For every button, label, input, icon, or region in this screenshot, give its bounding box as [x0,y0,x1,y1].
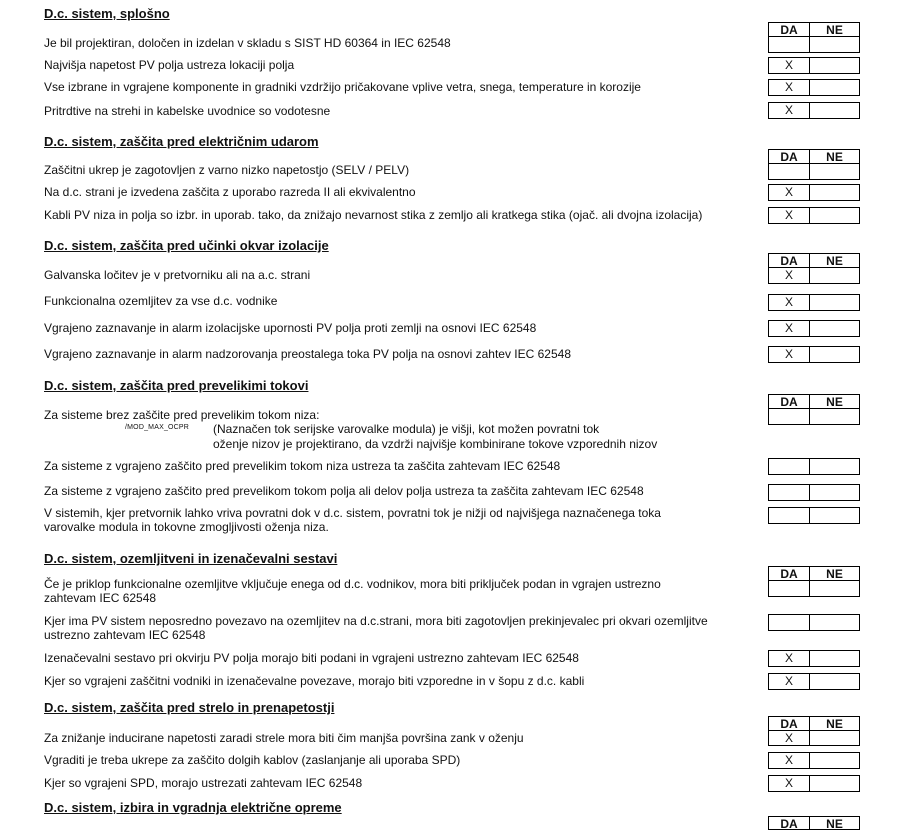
section-title-dc-equipment: D.c. sistem, izbira in vgradnja električne opreme [44,800,342,815]
checkbox-da[interactable]: X [768,752,810,769]
checkbox-ne[interactable] [809,57,860,74]
checklist-item-text: Pritrdtive na strehi in kabelske uvodnice so vodotesne [44,104,331,118]
checkbox-da[interactable]: X [768,184,810,201]
checkbox-da[interactable]: X [768,267,810,284]
checkbox-da[interactable]: X [768,673,810,690]
section-title-dc-insulation: D.c. sistem, zaščita pred učinki okvar izolacije [44,238,329,253]
checkbox-ne[interactable] [809,346,860,363]
checklist-item-text: Vgrajeno zaznavanje in alarm nadzorovanja preostalega toka PV polja na osnovi zahtev IEC 62548 [44,347,572,361]
checklist-item-text: Najvišja napetost PV polja ustreza lokaciji polja [44,58,295,72]
section-title-dc-shock: D.c. sistem, zaščita pred električnim udarom [44,134,319,149]
checkbox-da[interactable] [768,484,810,501]
checklist-item-text-cont: varovalke modula in tokovne zmogljivosti oženja niza. [44,520,329,534]
checklist-item-subtext: (Naznačen tok serijske varovalke modula) je višji, kot možen povratni tok [213,422,600,436]
column-header-ne: NE [809,566,860,581]
checklist-item-text: Vgraditi je treba ukrepe za zaščito dolgih kablov (zaslanjanje ali uporaba SPD) [44,753,461,767]
checkbox-da[interactable] [768,408,810,425]
checkbox-ne[interactable] [809,320,860,337]
checkbox-ne[interactable] [809,775,860,792]
section-title-dc-earthing: D.c. sistem, ozemljitveni in izenačevalni sestavi [44,551,338,566]
checklist-item-text: Za sisteme brez zaščite pred prevelikim tokom niza: [44,408,320,422]
checklist-item-text: Če je priklop funkcionalne ozemljitve vključuje enega od d.c. vodnikov, mora biti priključek podan in vgrajen ustrezno [44,577,661,591]
checklist-item-text: Vse izbrane in vgrajene komponente in gradniki vzdržijo pričakovane vplive vetra, snega, temperature in korozije [44,80,641,94]
checkbox-ne[interactable] [809,484,860,501]
checkbox-ne[interactable] [809,730,860,746]
column-header-da: DA [768,253,810,268]
checklist-item-text: Je bil projektiran, določen in izdelan v skladu s SIST HD 60364 in IEC 62548 [44,36,451,50]
formula-code: /MOD_MAX_OCPR [125,424,190,431]
checkbox-ne[interactable] [809,458,860,475]
checkbox-da[interactable] [768,614,810,631]
section-title-dc-overcurrent: D.c. sistem, zaščita pred prevelikimi tokovi [44,378,309,393]
column-header-da: DA [768,394,810,409]
checkbox-da[interactable]: X [768,102,810,119]
column-header-da: DA [768,149,810,164]
section-title-dc-general: D.c. sistem, splošno [44,6,170,21]
column-header-ne: NE [809,22,860,37]
column-header-ne: NE [809,394,860,409]
checkbox-da[interactable] [768,580,810,597]
checkbox-ne[interactable] [809,79,860,96]
column-header-ne: NE [809,816,860,830]
checkbox-da[interactable]: X [768,650,810,667]
checkbox-da[interactable] [768,507,810,524]
checkbox-ne[interactable] [809,614,860,631]
checkbox-da[interactable]: X [768,320,810,337]
checkbox-ne[interactable] [809,184,860,201]
checkbox-ne[interactable] [809,507,860,524]
checkbox-da[interactable]: X [768,79,810,96]
checkbox-ne[interactable] [809,163,860,180]
checkbox-ne[interactable] [809,102,860,119]
checkbox-ne[interactable] [809,650,860,667]
column-header-ne: NE [809,253,860,268]
checklist-item-text-cont: zahtevam IEC 62548 [44,591,157,605]
checkbox-ne[interactable] [809,207,860,224]
column-header-da: DA [768,566,810,581]
section-title-dc-lightning: D.c. sistem, zaščita pred strelo in prenapetostji [44,700,335,715]
column-header-ne: NE [809,149,860,164]
checkbox-da[interactable]: X [768,775,810,792]
checklist-item-text-cont: ustrezno zahtevam IEC 62548 [44,628,206,642]
checkbox-da[interactable] [768,163,810,180]
checkbox-da[interactable]: X [768,730,810,746]
checkbox-ne[interactable] [809,36,860,53]
checklist-item-text: V sistemih, kjer pretvornik lahko vriva povratni dok v d.c. sistem, povratni tok je nižji od najvišjega naznačenega toka [44,506,661,520]
checkbox-da[interactable] [768,458,810,475]
checklist-item-text: Galvanska ločitev je v pretvorniku ali na a.c. strani [44,268,311,282]
checkbox-ne[interactable] [809,294,860,311]
checkbox-da[interactable]: X [768,346,810,363]
checklist-item-text: Vgrajeno zaznavanje in alarm izolacijske upornosti PV polja proti zemlji na osnovi IEC 62548 [44,321,537,335]
checklist-item-text: Za sisteme z vgrajeno zaščito pred prevelikom tokom polja ali delov polja ustreza ta zaščita zahtevam IEC 62548 [44,484,644,498]
checkbox-da[interactable]: X [768,57,810,74]
checklist-item-text: Za sisteme z vgrajeno zaščito pred prevelikim tokom niza ustreza ta zaščita zahtevam IEC 62548 [44,459,561,473]
checkbox-ne[interactable] [809,673,860,690]
column-header-da: DA [768,22,810,37]
checkbox-da[interactable]: X [768,207,810,224]
checklist-item-text: Na d.c. strani je izvedena zaščita z uporabo razreda II ali ekvivalentno [44,185,416,199]
checklist-item-text: Izenačevalni sestavo pri okvirju PV polja morajo biti podani in vgrajeni ustrezno zahtevam IEC 62548 [44,651,579,665]
checkbox-ne[interactable] [809,580,860,597]
checklist-item-text: Kjer so vgrajeni zaščitni vodniki in izenačevalne povezave, morajo biti vzporedne in v šopu z d.c. kabli [44,674,585,688]
checkbox-ne[interactable] [809,752,860,769]
checklist-item-text: Za znižanje inducirane napetosti zaradi strele mora biti čim manjša površina zank v oženju [44,731,524,745]
column-header-da: DA [768,816,810,830]
checklist-item-text: Zaščitni ukrep je zagotovljen z varno nizko napetostjo (SELV / PELV) [44,163,410,177]
checkbox-ne[interactable] [809,267,860,284]
checklist-item-text: Kabli PV niza in polja so izbr. in uporab. tako, da znižajo nevarnost stika z zemljo ali kratkega stika (ojač. ali dvojna izolacija) [44,208,703,222]
checklist-item-text: Funkcionalna ozemljitev za vse d.c. vodnike [44,294,278,308]
checkbox-da[interactable]: X [768,294,810,311]
checklist-item-text: Kjer so vgrajeni SPD, morajo ustrezati zahtevam IEC 62548 [44,776,363,790]
column-header-ne: NE [809,716,860,731]
checkbox-ne[interactable] [809,408,860,425]
checklist-item-text: Kjer ima PV sistem neposredno povezavo na ozemljitev na d.c.strani, mora biti zagotovljen prekinjevalec pri okvari ozemljitve [44,614,708,628]
column-header-da: DA [768,716,810,731]
checklist-item-subtext: oženje nizov je projektirano, da vzdrži najvišje kombinirane tokove vzporednih nizov [213,437,658,451]
checkbox-da[interactable] [768,36,810,53]
